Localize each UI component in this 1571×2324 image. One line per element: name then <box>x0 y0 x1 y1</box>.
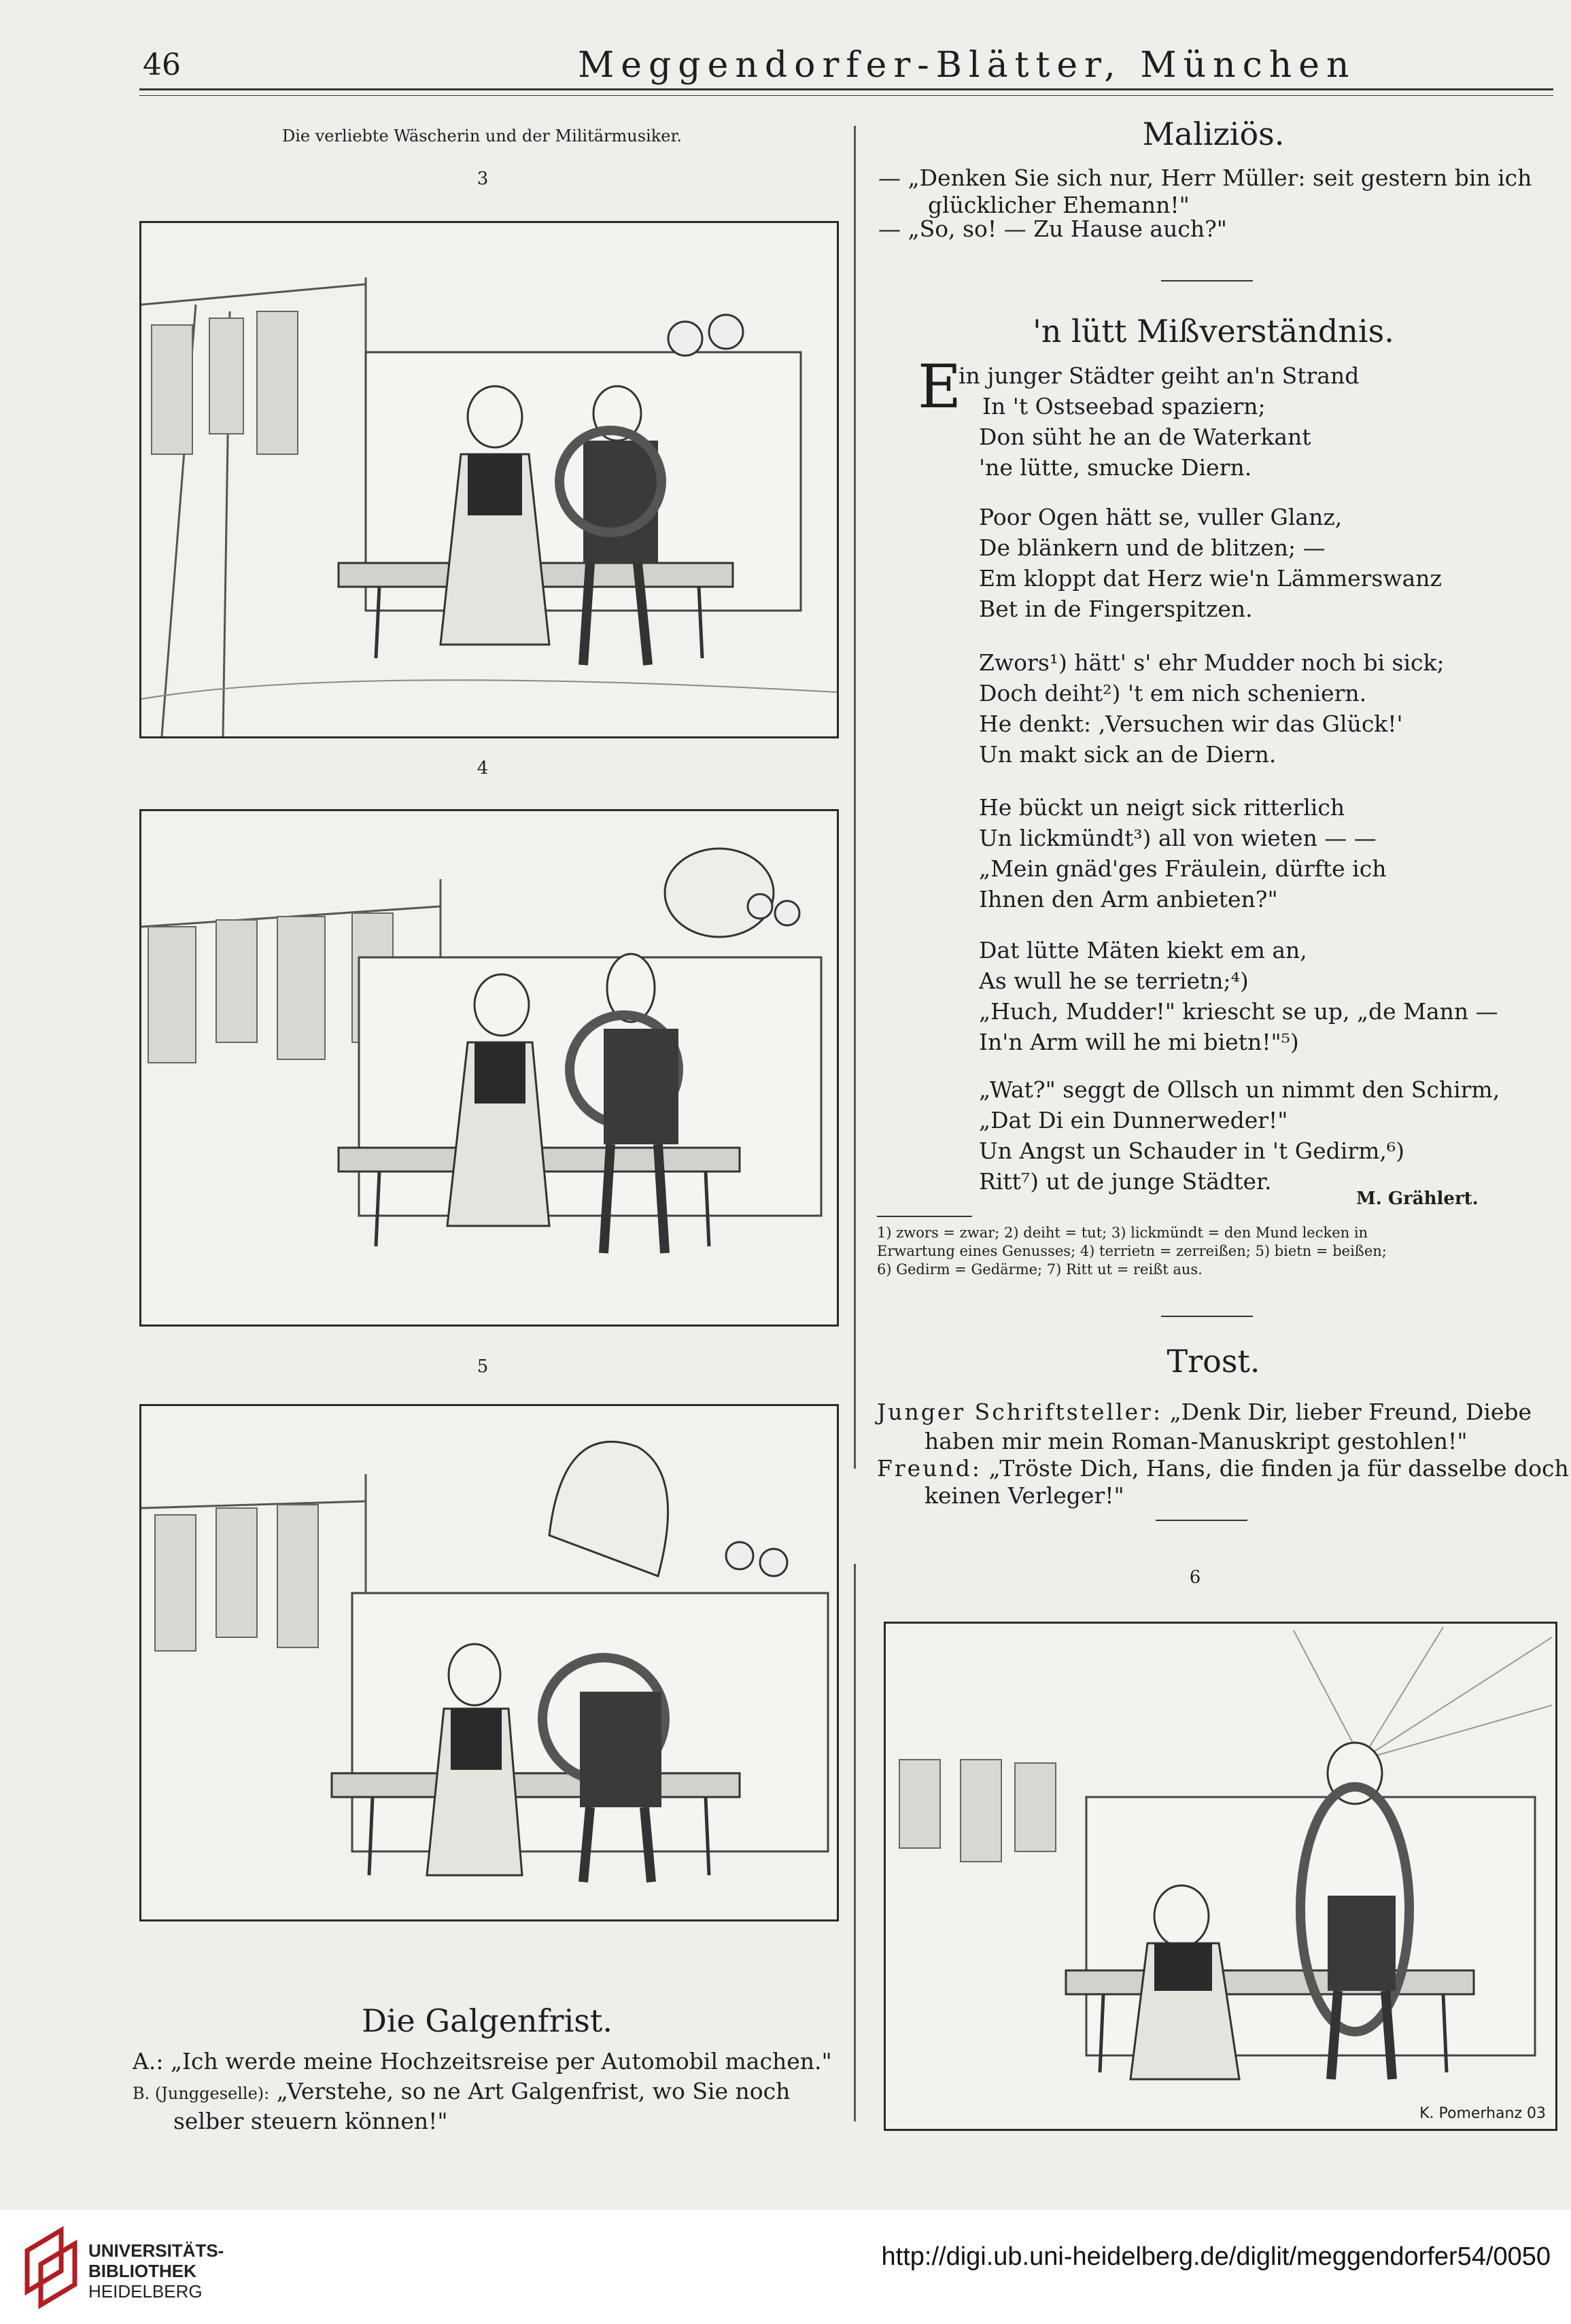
library-name-line: HEIDELBERG <box>88 2281 203 2302</box>
cartoon-illustration <box>141 223 837 736</box>
cartoon-illustration <box>141 811 837 1325</box>
poem-line: Don süht he an de Waterkant <box>979 424 1311 450</box>
panel-number-4: 4 <box>477 758 489 779</box>
poem-line: Doch deiht²) 't em nich scheniern. <box>979 680 1367 706</box>
section-rule <box>1161 1316 1253 1317</box>
footnote-rule <box>877 1216 972 1217</box>
library-footer <box>0 2210 1571 2324</box>
trost-speaker-1: Junger Schriftsteller: <box>877 1399 1163 1425</box>
section-rule <box>1161 280 1253 281</box>
footnote-line: Erwartung eines Genusses; 4) terrietn = zerreißen; 5) bietn = beißen; <box>877 1243 1387 1259</box>
poem-line: Poor Ogen hätt se, vuller Glanz, <box>979 504 1343 530</box>
column-divider <box>854 126 856 1469</box>
poem-line: „Mein gnäd'ges Fräulein, dürfte ich <box>979 855 1387 882</box>
cartoon-panel-5 <box>139 1404 839 1921</box>
trost-speaker-2: Freund: <box>877 1455 982 1482</box>
poem-stanza-1b <box>979 422 1311 483</box>
poem-line: Zwors¹) hätt' s' ehr Mudder noch bi sick; <box>979 649 1445 676</box>
poem-stanza-1 <box>959 360 1359 422</box>
maliz-title: Maliziös. <box>1142 116 1285 152</box>
panel-number-3: 3 <box>477 169 489 189</box>
cartoon-panel-3 <box>139 221 839 738</box>
poem-line: De blänkern und de blitzen; — <box>979 534 1326 561</box>
poem-line: Un lickmündt³) all von wieten — — <box>979 825 1377 851</box>
cartoon-illustration <box>886 1624 1555 2129</box>
poem-line: In'n Arm will he mi bietn!"⁵) <box>979 1029 1299 1055</box>
trost-line-1b: haben mir mein Roman-Manuskript gestohlen!" <box>925 1428 1468 1454</box>
poem-line: As wull he se terrietn;⁴) <box>979 968 1249 994</box>
poem-line: „Wat?" seggt de Ollsch un nimmt den Schirm, <box>979 1076 1500 1103</box>
header-rule-thin <box>139 95 1553 96</box>
trost-line-2: „Tröste Dich, Hans, die finden ja für dasselbe doch <box>988 1455 1569 1482</box>
poem-line: in junger Städter geiht an'n Strand <box>959 362 1360 389</box>
cartoon-panel-6 <box>884 1622 1557 2131</box>
poem-title: 'n lütt Mißverständnis. <box>1033 313 1394 349</box>
cartoon-illustration <box>141 1406 837 1919</box>
galgenfrist-line-b: „Verstehe, so ne Art Galgenfrist, wo Sie noch <box>276 2078 791 2104</box>
maliz-line2: — „So, so! — Zu Hause auch?" <box>878 216 1227 242</box>
trost-title: Trost. <box>1167 1343 1260 1380</box>
university-library-logo-icon <box>20 2223 82 2312</box>
poem-line: In 't Ostseebad spaziern; <box>982 393 1266 420</box>
poem-footnotes <box>877 1224 1550 1279</box>
artist-signature: K. Pomerhanz 03 <box>1419 2105 1546 2122</box>
poem-line: 'ne lütte, smucke Diern. <box>979 454 1252 481</box>
maliz-line1b: glücklicher Ehemann!" <box>928 192 1190 218</box>
page-number: 46 <box>143 48 181 82</box>
panel-number-5: 5 <box>477 1356 489 1377</box>
panel-number-6: 6 <box>1189 1567 1201 1588</box>
galgenfrist-title: Die Galgenfrist. <box>361 2002 613 2039</box>
source-url-link[interactable]: http://digi.ub.uni-heidelberg.de/diglit/meggendorfer54/0050 <box>881 2242 1551 2271</box>
maliz-line1: — „Denken Sie sich nur, Herr Müller: seit gestern bin ich <box>878 165 1532 191</box>
poem-stanza-6 <box>979 1074 1500 1197</box>
library-name-line: BIBLIOTHEK <box>88 2261 196 2281</box>
poem-stanza-3 <box>979 647 1445 770</box>
library-name-line: UNIVERSITÄTS- <box>88 2240 224 2261</box>
footnote-line: 6) Gedirm = Gedärme; 7) Ritt ut = reißt aus. <box>877 1261 1203 1278</box>
section-rule <box>1156 1520 1247 1521</box>
poem-stanza-2 <box>979 502 1442 624</box>
galgenfrist-speaker-b: B. (Junggeselle): <box>133 2084 270 2103</box>
poem-line: Bet in de Fingerspitzen. <box>979 596 1253 622</box>
cartoon-panel-4 <box>139 809 839 1327</box>
poem-line: Un makt sick an de Diern. <box>979 741 1277 768</box>
galgenfrist-line-a: A.: „Ich werde meine Hochzeitsreise per Automobil machen." <box>133 2048 832 2074</box>
poem-dropcap: E <box>918 352 962 422</box>
header-rule <box>139 88 1553 90</box>
column-divider-lower <box>854 1564 856 2121</box>
poem-line: „Dat Di ein Dunnerweder!" <box>979 1107 1288 1133</box>
library-name <box>88 2240 224 2302</box>
galgenfrist-line-b2: selber steuern können!" <box>173 2108 448 2134</box>
series-caption: Die verliebte Wäscherin und der Militärmusiker. <box>282 126 682 146</box>
poem-line: Un Angst un Schauder in 't Gedirm,⁶) <box>979 1138 1404 1164</box>
poem-signature: M. Grählert. <box>1356 1189 1479 1209</box>
poem-stanza-5 <box>979 935 1498 1057</box>
poem-stanza-4 <box>979 792 1386 915</box>
poem-line: Dat lütte Mäten kiekt em an, <box>979 937 1307 963</box>
poem-line: He denkt: ‚Versuchen wir das Glück!' <box>979 711 1403 737</box>
poem-line: Em kloppt dat Herz wie'n Lämmerswanz <box>979 565 1442 592</box>
trost-line-2b: keinen Verleger!" <box>925 1482 1124 1509</box>
poem-line: „Huch, Mudder!" kriescht se up, „de Mann — <box>979 998 1498 1025</box>
poem-line: He bückt un neigt sick ritterlich <box>979 794 1345 821</box>
magazine-title: Meggendorfer-Blätter, München <box>578 45 1356 86</box>
poem-line: Ihnen den Arm anbieten?" <box>979 886 1278 912</box>
poem-line: Ritt⁷) ut de junge Städter. <box>979 1168 1272 1195</box>
trost-line-1: „Denk Dir, lieber Freund, Diebe <box>1169 1399 1532 1425</box>
footnote-line: 1) zwors = zwar; 2) deiht = tut; 3) lickmündt = den Mund lecken in <box>877 1225 1368 1241</box>
